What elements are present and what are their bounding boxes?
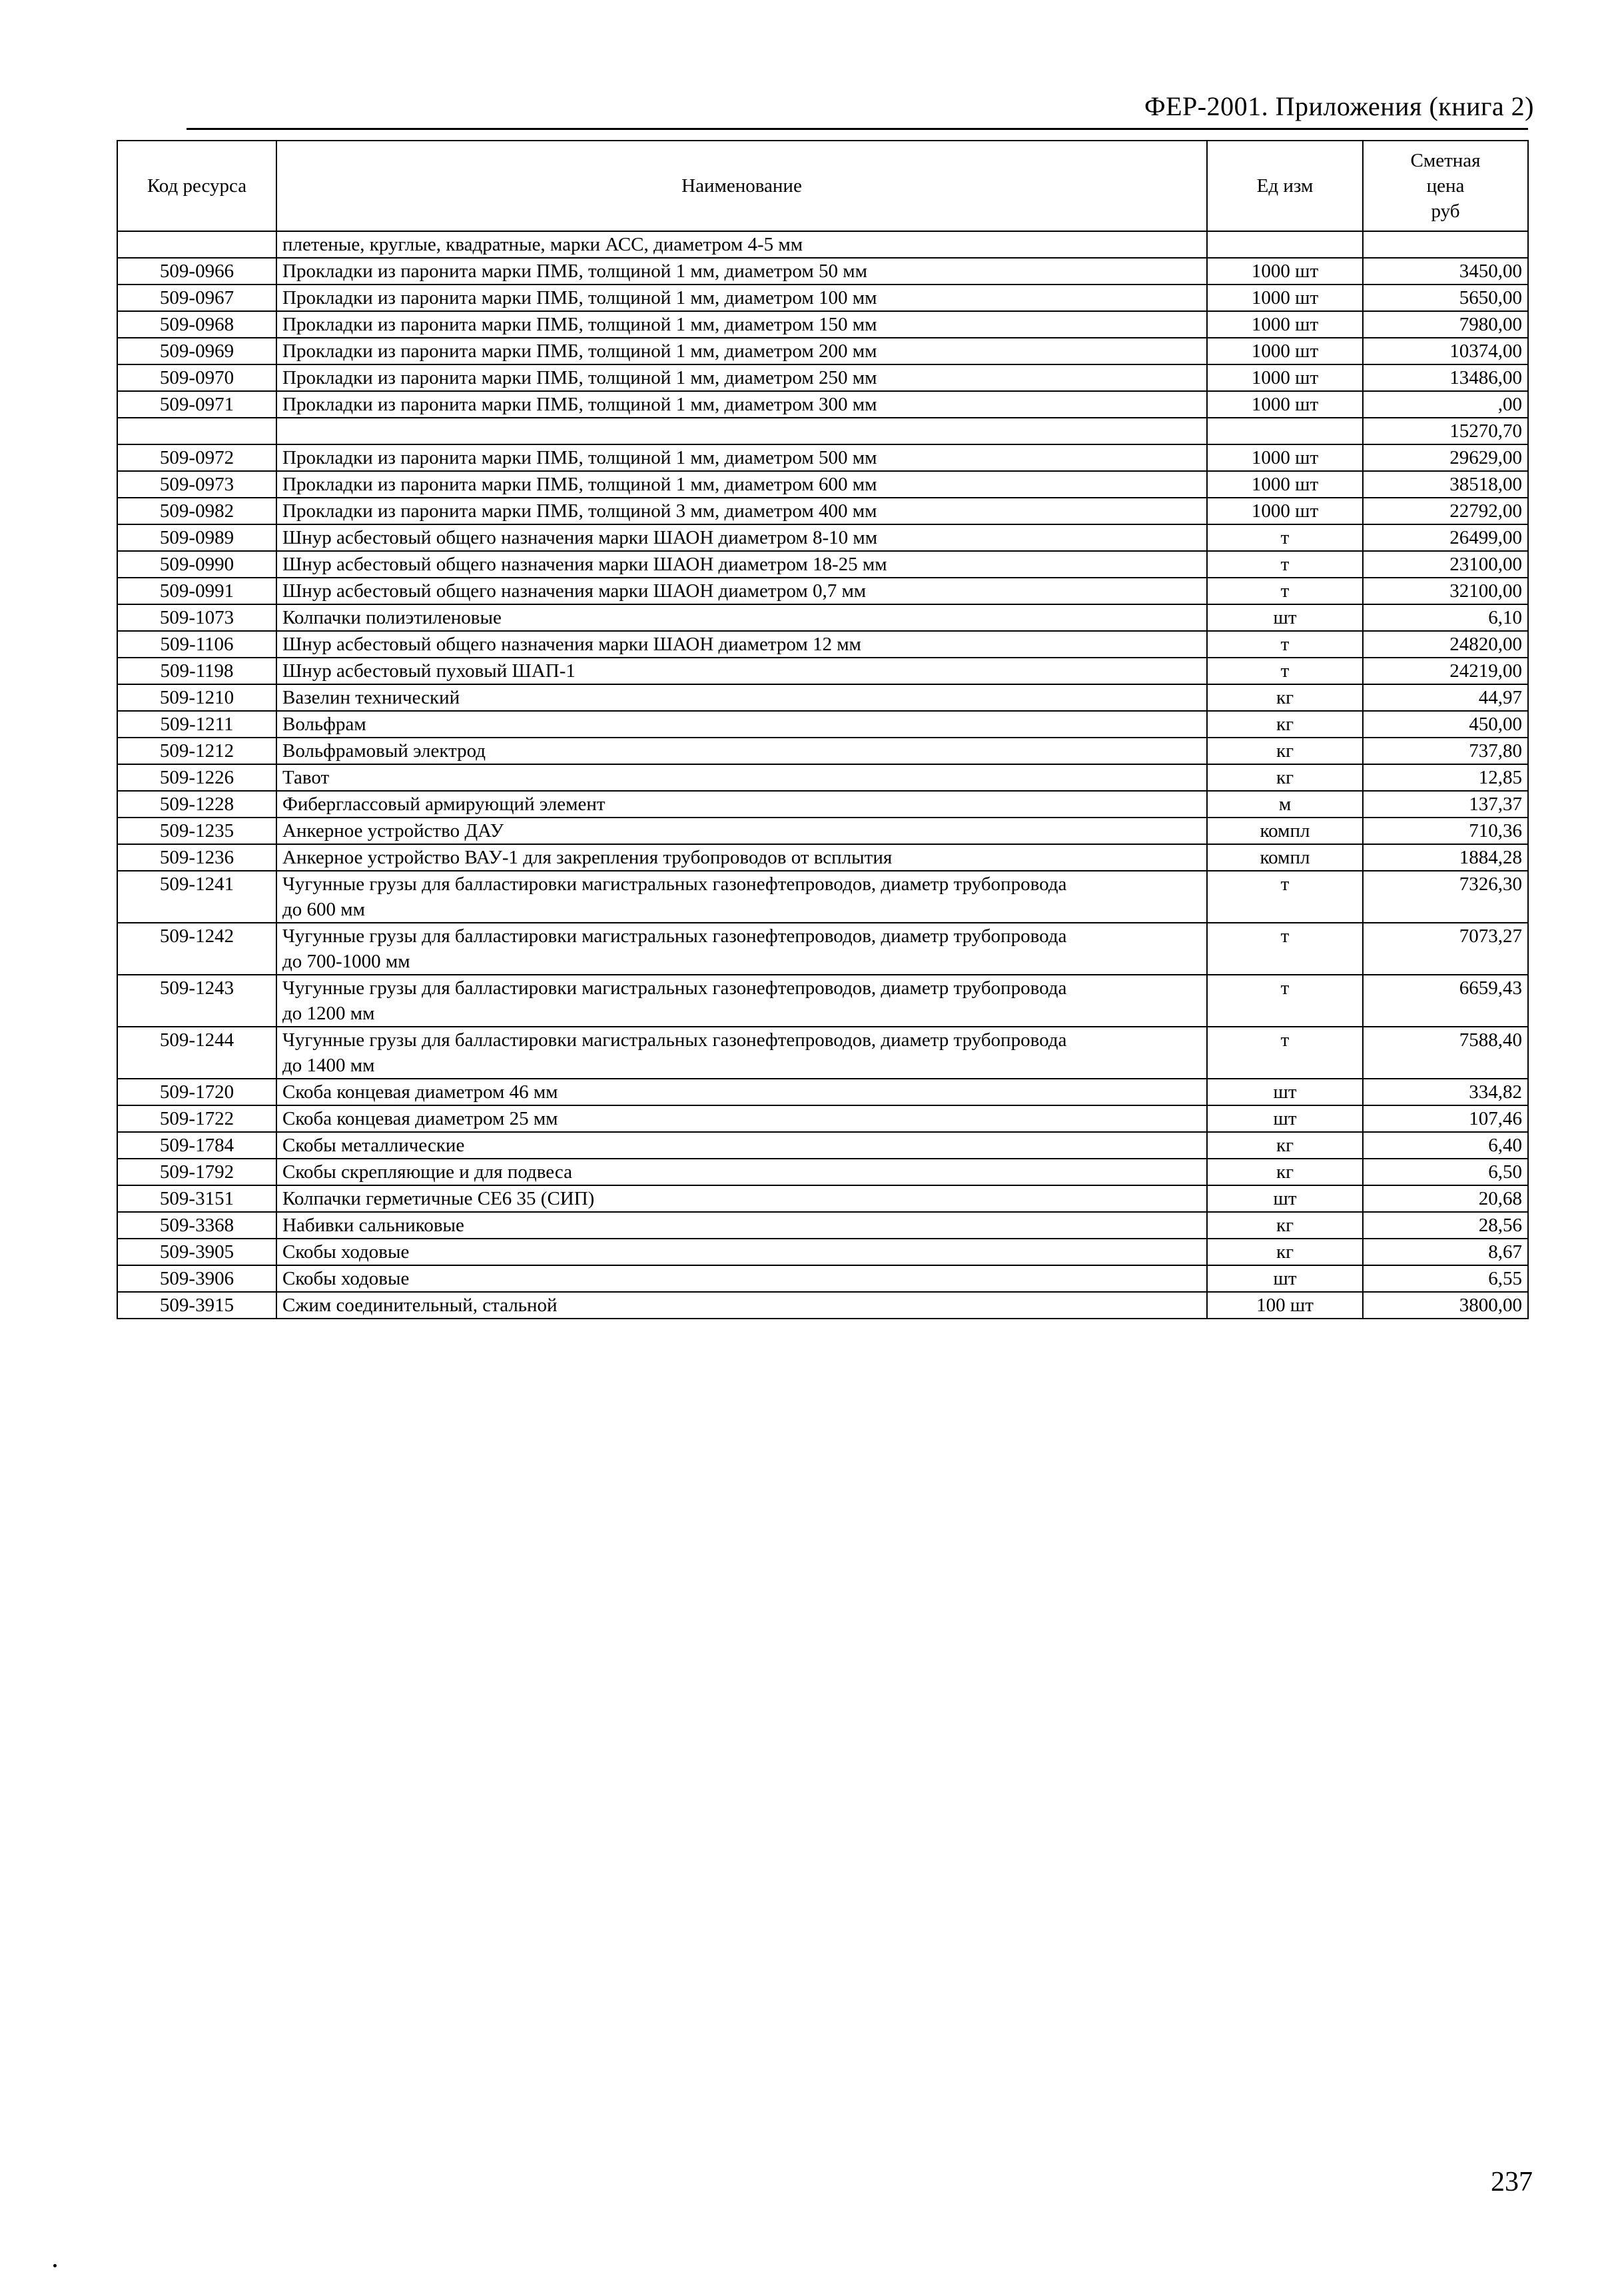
table-row	[117, 258, 1528, 285]
cell-price: 5650,00	[1363, 285, 1528, 311]
table-row	[117, 764, 1528, 791]
cell-code: 509-1212	[117, 738, 276, 764]
cell-price: 3800,00	[1363, 1292, 1528, 1319]
document-title: ФЕР-2001. Приложения (книга 2)	[1144, 91, 1534, 121]
column-header-price: Сметная цена руб	[1363, 141, 1528, 231]
cell-price: 22792,00	[1363, 498, 1528, 524]
cell-price: 7980,00	[1363, 311, 1528, 338]
page-number: 237	[1491, 2167, 1533, 2197]
cell-price: 737,80	[1363, 738, 1528, 764]
cell-unit: т	[1207, 631, 1363, 658]
table-row	[117, 658, 1528, 684]
table-row	[117, 444, 1528, 471]
cell-code: 509-1210	[117, 684, 276, 711]
cell-name: Скобы ходовые	[276, 1239, 1207, 1265]
cell-code: 509-1244	[117, 1027, 276, 1079]
table-body	[117, 231, 1528, 1319]
cell-unit: т	[1207, 975, 1363, 1027]
cell-price: 6,40	[1363, 1132, 1528, 1159]
cell-name: Прокладки из паронита марки ПМБ, толщиной 1 мм, диаметром 300 мм	[276, 391, 1207, 418]
cell-name: Прокладки из паронита марки ПМБ, толщиной 1 мм, диаметром 200 мм	[276, 338, 1207, 364]
cell-name: Вольфрам	[276, 711, 1207, 738]
cell-name: Сжим соединительный, стальной	[276, 1292, 1207, 1319]
cell-price: 12,85	[1363, 764, 1528, 791]
cell-price: 1884,28	[1363, 844, 1528, 871]
cell-name: Шнур асбестовый общего назначения марки ШАОН диаметром 0,7 мм	[276, 578, 1207, 604]
cell-price: 3450,00	[1363, 258, 1528, 285]
cell-name: Скоба концевая диаметром 46 мм	[276, 1079, 1207, 1105]
cell-price: 24219,00	[1363, 658, 1528, 684]
cell-code: 509-0989	[117, 524, 276, 551]
cell-code: 509-0972	[117, 444, 276, 471]
column-header-name: Наименование	[276, 141, 1207, 231]
cell-unit: кг	[1207, 1212, 1363, 1239]
cell-code: 509-0973	[117, 471, 276, 498]
cell-code: 509-0969	[117, 338, 276, 364]
cell-name: Вольфрамовый электрод	[276, 738, 1207, 764]
cell-price: 107,46	[1363, 1105, 1528, 1132]
table-row	[117, 471, 1528, 498]
cell-name: Прокладки из паронита марки ПМБ, толщиной 1 мм, диаметром 250 мм	[276, 364, 1207, 391]
cell-name: Скобы ходовые	[276, 1265, 1207, 1292]
cell-code	[117, 418, 276, 444]
cell-price: 6,10	[1363, 604, 1528, 631]
cell-name: Колпачки полиэтиленовые	[276, 604, 1207, 631]
table-row	[117, 738, 1528, 764]
cell-name: Скобы металлические	[276, 1132, 1207, 1159]
cell-name: Чугунные грузы для балластировки магистральных газонефтепроводов, диаметр трубопровода до 600 мм	[276, 871, 1207, 923]
cell-name: Вазелин технический	[276, 684, 1207, 711]
cell-name: Прокладки из паронита марки ПМБ, толщиной 1 мм, диаметром 50 мм	[276, 258, 1207, 285]
cell-code: 509-0968	[117, 311, 276, 338]
cell-code: 509-0982	[117, 498, 276, 524]
table-row	[117, 871, 1528, 923]
cell-unit: 100 шт	[1207, 1292, 1363, 1319]
cell-code: 509-1228	[117, 791, 276, 818]
table-row	[117, 604, 1528, 631]
table-row	[117, 285, 1528, 311]
cell-name: Чугунные грузы для балластировки магистральных газонефтепроводов, диаметр трубопровода до 1200 мм	[276, 975, 1207, 1027]
cell-code: 509-0990	[117, 551, 276, 578]
cell-code: 509-0991	[117, 578, 276, 604]
cell-unit: кг	[1207, 738, 1363, 764]
cell-unit: 1000 шт	[1207, 471, 1363, 498]
table-row	[117, 1132, 1528, 1159]
cell-name: Колпачки герметичные СЕ6 35 (СИП)	[276, 1185, 1207, 1212]
cell-name: Анкерное устройство ДАУ	[276, 818, 1207, 844]
cell-unit: кг	[1207, 764, 1363, 791]
cell-price: 24820,00	[1363, 631, 1528, 658]
table-row	[117, 1292, 1528, 1319]
cell-code: 509-3905	[117, 1239, 276, 1265]
cell-price: 8,67	[1363, 1239, 1528, 1265]
column-header-code: Код ресурса	[117, 141, 276, 231]
header-divider	[187, 128, 1528, 130]
table-row	[117, 1159, 1528, 1185]
table-row	[117, 975, 1528, 1027]
cell-name: Скобы скрепляющие и для подвеса	[276, 1159, 1207, 1185]
cell-price: 26499,00	[1363, 524, 1528, 551]
cell-name: Шнур асбестовый общего назначения марки ШАОН диаметром 12 мм	[276, 631, 1207, 658]
cell-code: 509-1243	[117, 975, 276, 1027]
cell-price	[1363, 231, 1528, 258]
table-row	[117, 711, 1528, 738]
cell-unit: 1000 шт	[1207, 444, 1363, 471]
cell-name: Прокладки из паронита марки ПМБ, толщиной 3 мм, диаметром 400 мм	[276, 498, 1207, 524]
cell-price: 7588,40	[1363, 1027, 1528, 1079]
cell-price: 13486,00	[1363, 364, 1528, 391]
cell-name: Набивки сальниковые	[276, 1212, 1207, 1239]
cell-unit: т	[1207, 524, 1363, 551]
table-row	[117, 391, 1528, 418]
cell-price: 10374,00	[1363, 338, 1528, 364]
cell-unit: т	[1207, 551, 1363, 578]
cell-code: 509-1241	[117, 871, 276, 923]
cell-unit: 1000 шт	[1207, 338, 1363, 364]
cell-price: 28,56	[1363, 1212, 1528, 1239]
cell-price: 32100,00	[1363, 578, 1528, 604]
cell-code: 509-1226	[117, 764, 276, 791]
cell-price: 334,82	[1363, 1079, 1528, 1105]
cell-code: 509-3151	[117, 1185, 276, 1212]
cell-price: 6,50	[1363, 1159, 1528, 1185]
cell-price: 23100,00	[1363, 551, 1528, 578]
cell-unit: т	[1207, 871, 1363, 923]
table-row	[117, 524, 1528, 551]
cell-name: Тавот	[276, 764, 1207, 791]
table-row	[117, 1265, 1528, 1292]
cell-unit: 1000 шт	[1207, 391, 1363, 418]
cell-name: Прокладки из паронита марки ПМБ, толщиной 1 мм, диаметром 100 мм	[276, 285, 1207, 311]
resource-price-table	[117, 140, 1529, 1319]
cell-price: 450,00	[1363, 711, 1528, 738]
cell-code: 509-3915	[117, 1292, 276, 1319]
cell-name: Прокладки из паронита марки ПМБ, толщиной 1 мм, диаметром 150 мм	[276, 311, 1207, 338]
column-header-unit: Ед изм	[1207, 141, 1363, 231]
cell-price: 15270,70	[1363, 418, 1528, 444]
cell-code: 509-1235	[117, 818, 276, 844]
cell-unit: компл	[1207, 818, 1363, 844]
table-row	[117, 1185, 1528, 1212]
table-row	[117, 1105, 1528, 1132]
cell-unit: 1000 шт	[1207, 258, 1363, 285]
cell-price: 7073,27	[1363, 923, 1528, 975]
cell-unit: шт	[1207, 1265, 1363, 1292]
cell-name: Шнур асбестовый общего назначения марки ШАОН диаметром 8-10 мм	[276, 524, 1207, 551]
cell-price: 44,97	[1363, 684, 1528, 711]
table-row	[117, 1212, 1528, 1239]
cell-unit: 1000 шт	[1207, 498, 1363, 524]
cell-name: плетеные, круглые, квадратные, марки АСС, диаметром 4-5 мм	[276, 231, 1207, 258]
cell-unit: т	[1207, 658, 1363, 684]
cell-code: 509-1236	[117, 844, 276, 871]
cell-unit: шт	[1207, 1079, 1363, 1105]
table-row	[117, 1027, 1528, 1079]
cell-unit: м	[1207, 791, 1363, 818]
cell-unit: т	[1207, 923, 1363, 975]
cell-unit: 1000 шт	[1207, 311, 1363, 338]
cell-code: 509-1784	[117, 1132, 276, 1159]
cell-unit	[1207, 418, 1363, 444]
cell-code: 509-1242	[117, 923, 276, 975]
table-row	[117, 498, 1528, 524]
cell-unit: шт	[1207, 1105, 1363, 1132]
scan-speck	[53, 2264, 57, 2267]
cell-price: 710,36	[1363, 818, 1528, 844]
cell-unit: кг	[1207, 711, 1363, 738]
cell-code: 509-1106	[117, 631, 276, 658]
cell-code: 509-0971	[117, 391, 276, 418]
cell-price: 6659,43	[1363, 975, 1528, 1027]
cell-unit: шт	[1207, 604, 1363, 631]
cell-name: Чугунные грузы для балластировки магистральных газонефтепроводов, диаметр трубопровода до 1400 мм	[276, 1027, 1207, 1079]
cell-name	[276, 418, 1207, 444]
cell-name: Шнур асбестовый пуховый ШАП-1	[276, 658, 1207, 684]
cell-code: 509-3906	[117, 1265, 276, 1292]
cell-unit: т	[1207, 1027, 1363, 1079]
cell-name: Шнур асбестовый общего назначения марки ШАОН диаметром 18-25 мм	[276, 551, 1207, 578]
cell-code: 509-1198	[117, 658, 276, 684]
table-row	[117, 338, 1528, 364]
table-row	[117, 418, 1528, 444]
cell-code	[117, 231, 276, 258]
cell-name: Анкерное устройство ВАУ-1 для закрепления трубопроводов от всплытия	[276, 844, 1207, 871]
cell-unit: кг	[1207, 1159, 1363, 1185]
cell-unit	[1207, 231, 1363, 258]
table-row	[117, 818, 1528, 844]
cell-code: 509-1211	[117, 711, 276, 738]
cell-code: 509-1720	[117, 1079, 276, 1105]
table-row	[117, 844, 1528, 871]
cell-price: 137,37	[1363, 791, 1528, 818]
cell-code: 509-0967	[117, 285, 276, 311]
table-row	[117, 791, 1528, 818]
cell-unit: кг	[1207, 1132, 1363, 1159]
cell-price: 20,68	[1363, 1185, 1528, 1212]
cell-unit: шт	[1207, 1185, 1363, 1212]
cell-code: 509-0970	[117, 364, 276, 391]
cell-name: Прокладки из паронита марки ПМБ, толщиной 1 мм, диаметром 600 мм	[276, 471, 1207, 498]
table-row	[117, 1079, 1528, 1105]
table-row	[117, 364, 1528, 391]
cell-unit: компл	[1207, 844, 1363, 871]
cell-price: 29629,00	[1363, 444, 1528, 471]
table-row	[117, 631, 1528, 658]
cell-code: 509-1792	[117, 1159, 276, 1185]
cell-price: ,00	[1363, 391, 1528, 418]
table-header-row	[117, 141, 1528, 231]
cell-code: 509-0966	[117, 258, 276, 285]
cell-code: 509-1722	[117, 1105, 276, 1132]
cell-unit: 1000 шт	[1207, 364, 1363, 391]
cell-unit: т	[1207, 578, 1363, 604]
table-row	[117, 578, 1528, 604]
cell-name: Скоба концевая диаметром 25 мм	[276, 1105, 1207, 1132]
cell-unit: кг	[1207, 684, 1363, 711]
table-row	[117, 1239, 1528, 1265]
cell-price: 6,55	[1363, 1265, 1528, 1292]
cell-unit: 1000 шт	[1207, 285, 1363, 311]
table-row	[117, 231, 1528, 258]
cell-unit: кг	[1207, 1239, 1363, 1265]
table-row	[117, 684, 1528, 711]
cell-price: 38518,00	[1363, 471, 1528, 498]
table-row	[117, 311, 1528, 338]
table-row	[117, 551, 1528, 578]
cell-name: Фиберглассовый армирующий элемент	[276, 791, 1207, 818]
cell-name: Прокладки из паронита марки ПМБ, толщиной 1 мм, диаметром 500 мм	[276, 444, 1207, 471]
cell-code: 509-1073	[117, 604, 276, 631]
cell-code: 509-3368	[117, 1212, 276, 1239]
table-row	[117, 923, 1528, 975]
cell-price: 7326,30	[1363, 871, 1528, 923]
cell-name: Чугунные грузы для балластировки магистральных газонефтепроводов, диаметр трубопровода до 700-1000 мм	[276, 923, 1207, 975]
